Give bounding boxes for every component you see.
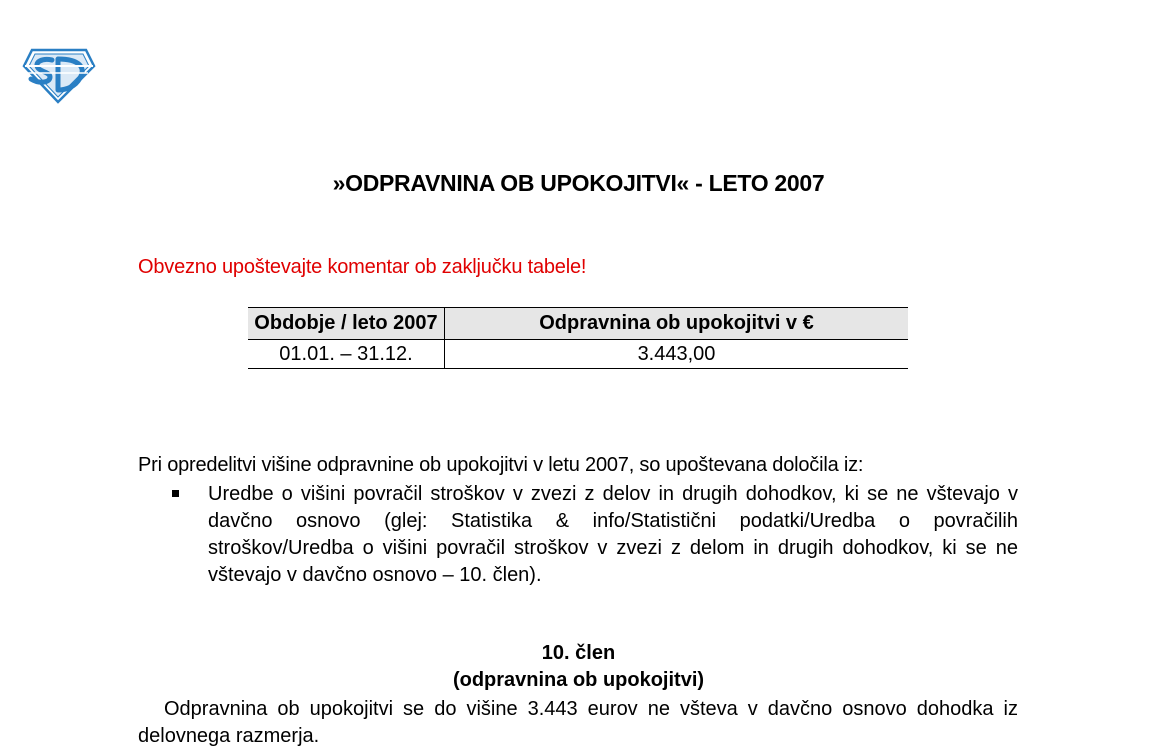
article-number: 10. člen <box>541 642 616 664</box>
cell-amount: 3.443,00 <box>445 340 909 369</box>
cell-period: 01.01. – 31.12. <box>248 340 445 369</box>
table-row <box>248 340 908 369</box>
article-body: Odpravnina ob upokojitvi se do višine 3.443 eurov ne všteva v davčno osnovo dohodka iz delovnega razmerja. <box>138 698 1018 747</box>
severance-table <box>248 307 908 369</box>
shield-logo-icon <box>22 48 96 104</box>
bullet-list <box>172 481 1018 589</box>
article-subtitle: (odpravnina ob upokojitvi) <box>452 669 705 691</box>
warning-notice: Obvezno upoštevajte komentar ob zaključku tabele! <box>138 256 587 278</box>
intro-paragraph: Pri opredelitvi višine odpravnine ob upokojitvi v letu 2007, so upoštevana določila iz: <box>138 454 864 476</box>
header-period: Obdobje / leto 2007 <box>248 308 445 340</box>
header-amount: Odpravnina ob upokojitvi v € <box>445 308 909 340</box>
list-item: Uredbe o višini povračil stroškov v zvezi z delov in drugih dohodkov, ki se ne vštevajo v davčno osnovo (glej: Statistika & info/Statistični podatki/Uredba o povračilih stroškov/Uredba o višini povračil stroškov v zvezi z delom in drugih dohodkov, ki se ne vštevajo v davčno osnovo – 10. člen). <box>208 483 1018 586</box>
square-bullet-icon <box>172 490 179 497</box>
document-title: »ODPRAVNINA OB UPOKOJITVI« - LETO 2007 <box>332 170 825 196</box>
table-header-row <box>248 308 908 340</box>
